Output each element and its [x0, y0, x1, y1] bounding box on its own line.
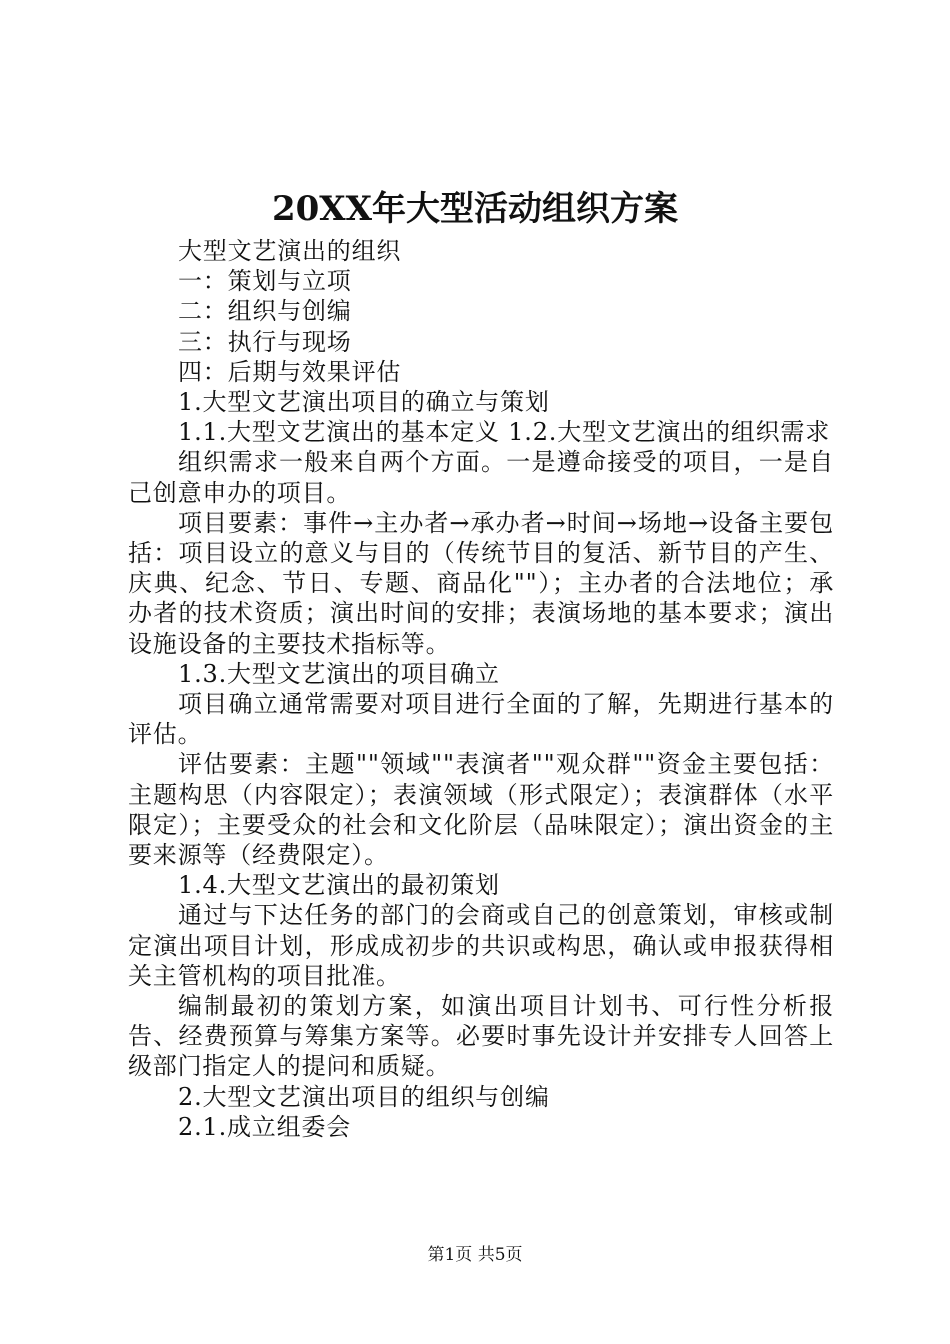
subsection-heading: 1.3.大型文艺演出的项目确立	[178, 659, 500, 688]
page-footer: 第1页 共5页	[427, 1245, 523, 1265]
subsection-heading: 1.1.大型文艺演出的基本定义 1.2.大型文艺演出的组织需求	[178, 418, 831, 447]
paragraph: 编制最初的策划方案，如演出项目计划书、可行性分析报告、经费预算与筹集方案等。必要时事先设计并安排专人回答上级部门指定人的提问和质疑。	[128, 992, 834, 1081]
section-heading: 1.大型文艺演出项目的确立与策划	[178, 388, 550, 417]
subsection-heading: 2.1.成立组委会	[178, 1112, 351, 1141]
document-title: 20XX年大型活动组织方案	[271, 189, 679, 229]
paragraph: 大型文艺演出的组织	[178, 237, 402, 265]
paragraph: 组织需求一般来自两个方面。一是遵命接受的项目，一是自己创意申办的项目。	[128, 448, 834, 507]
paragraph: 四：后期与效果评估	[178, 357, 402, 386]
paragraph: 项目要素：事件→主办者→承办者→时间→场地→设备主要包括：项目设立的意义与目的（传统节目的复活、新节目的产生、庆典、纪念、节日、专题、商品化""）；主办者的合法地位；承办者的技术资质；演出时间的安排；表演场地的基本要求；演出设施设备的主要技术指标等。	[128, 508, 834, 658]
subsection-heading: 1.4.大型文艺演出的最初策划	[178, 871, 500, 900]
paragraph: 项目确立通常需要对项目进行全面的了解，先期进行基本的评估。	[128, 690, 834, 749]
document-body	[128, 236, 834, 1142]
paragraph: 一：策划与立项	[178, 267, 352, 296]
paragraph: 三：执行与现场	[178, 327, 352, 356]
paragraph: 评估要素：主题""领域""表演者""观众群""资金主要包括：主题构思（内容限定）；表演领域（形式限定）；表演群体（水平限定）；主要受众的社会和文化阶层（品味限定）；演出资金的主要来源等（经费限定）。	[128, 750, 834, 870]
section-heading: 2.大型文艺演出项目的组织与创编	[178, 1082, 550, 1111]
paragraph: 通过与下达任务的部门的会商或自己的创意策划，审核或制定演出项目计划，形成成初步的共识或构思，确认或申报获得相关主管机构的项目批准。	[128, 901, 834, 990]
paragraph: 二：组织与创编	[178, 297, 352, 326]
